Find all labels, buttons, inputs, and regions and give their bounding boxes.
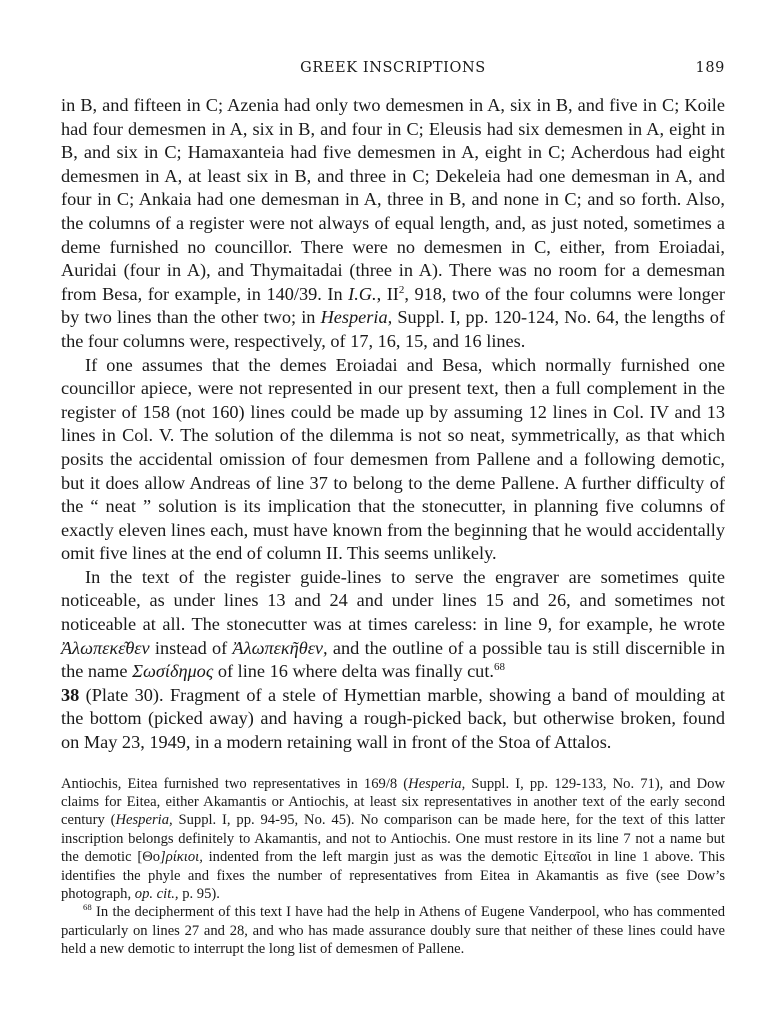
footnote-ref: 68 [493,661,505,674]
main-text [61,94,725,755]
italic-text: op. cit., [134,886,179,903]
running-header [61,60,725,84]
paragraph-3 [61,566,725,684]
text-run: , II [376,283,399,304]
italic-text: ]ρίκιοι, [160,849,203,866]
text-run: and the outline of a possible tau is still discernible in the name [61,637,725,682]
italic-text: Hesperia, [408,775,466,792]
text-run: (Plate 30). Fragment of a stele of Hymettian marble, showing a band of moulding at the bottom (picked away) and having a rough-picked back, but otherwise broken, found on May 23, 1949, in a modern retaining wall in front of the Stoa of Attalos. [61,684,725,753]
page [61,60,725,959]
text-run: In the decipherment of this text I have had the help in Athens of Eugene Vanderpool, who has commented particularly on lines 27 and 28, and who has made assurance doubly sure that neither of these lines could have held a new demotic to interrupt the long list of demesmen of Pallene. [61,904,725,958]
text-run: of line 16 where delta was finally cut. [213,661,494,682]
text-run: Suppl. I, pp. 129-133, No. 71), and Dow claims for Eitea, either Akamantis or Antiochis, at least six representatives in another text of the early second century ( [61,775,725,829]
footnote-ref: 2 [398,283,405,296]
text-run: p. 95). [178,886,220,903]
footnote-continued [61,775,725,904]
italic-text: I.G. [348,283,377,304]
text-run: in line 1 above. This identifies the phyle and fixes the number of representatives from Eitea in Akamantis as five (see Dow’s photograph, [61,849,725,903]
text-run: If one assumes that the demes Eroiadai and Besa, which normally furnished one councillor apiece, were not represented in our present text, then a full complement in the register of 158 (not 160) lines could be made up by assuming 12 lines in Col. IV and 13 lines in Col. V. The solution of the dilemma is not so neat, symmetrically, as that which posits the accidental omission of four demesmen from Pallene and a following demotic, but it does allow Andreas of line 37 to belong to the deme Pallene. A further difficulty of the “ neat ” solution is its implication that the stonecutter, in planning five columns of exactly eleven lines each, must have known from the beginning that he would accidentally omit five lines at the end of column II. This seems unlikely. [61,354,725,564]
text-run: Suppl. I, pp. 94-95, No. 45). No comparison can be made here, for the text of this latter inscription belongs definitely to Akamantis, and not to Antiochis. One must restore in its line 7 not a name but the demotic [ [61,812,725,866]
text-run: Θο [142,849,161,866]
footnote-68 [61,903,725,958]
paragraph-1 [61,94,725,354]
italic-text: Ἀλωπεκε͂θεν [61,637,150,658]
italic-text: Ἀλωπεκῆθεν, [232,637,328,658]
text-run: , 918, two of the four columns were longer by two lines than the other two; in [61,283,725,328]
entry-number: 38 [61,684,80,705]
running-title: GREEK INSCRIPTIONS [300,60,486,76]
text-run: Antiochis, Eitea furnished two representatives in 169/8 ( [61,775,409,792]
text-run: instead of [149,637,233,658]
text-run: in B, and fifteen in C; Azenia had only two demesmen in A, six in B, and five in C; Koile had four demesmen in A, six in B, and four in C; Eleusis had six demesmen in A, eight in B, and six in C; Hamaxanteia had five demesmen in A, eight in C; Acherdous had eight demesmen in A, at least six in B, and three in C; Dekeleia had one demesman in A, and four in C; Ankaia had one demesman in A, three in B, and none in C; and so forth. Also, the columns of a register were not always of equal length, and, as just noted, sometimes a deme furnished no councillor. There were no demesmen in C, either, from Eroiadai, Auridai (four in A), and Thymaitadai (three in A). There was no room for a demesman from Besa, for example, in 140/39. In [61,95,725,304]
page-number: 189 [695,60,725,76]
italic-text: Hesperia, [320,307,393,328]
catalog-entry-38 [61,684,725,755]
text-run: indented from the left margin just as was the demotic [202,849,544,866]
footnote-ref: 68 [83,902,92,913]
footnotes [61,775,725,959]
italic-text: Σωσίδημος [132,661,214,682]
text-run: In the text of the register guide-lines to serve the engraver are sometimes quite noticeable, as under lines 13 and 24 and under lines 15 and 26, and sometimes not noticeable at all. The stonecutter was at times careless: in line 9, for example, he wrote [61,566,725,635]
paragraph-2 [61,354,725,566]
text-run: Ε̣ἰτεαῖοι [543,849,592,866]
text-run: Suppl. I, pp. 120-124, No. 64, the lengths of the four columns were, respectively, of 17, 16, 15, and 16 lines. [61,307,725,351]
italic-text: Hesperia, [115,812,173,829]
